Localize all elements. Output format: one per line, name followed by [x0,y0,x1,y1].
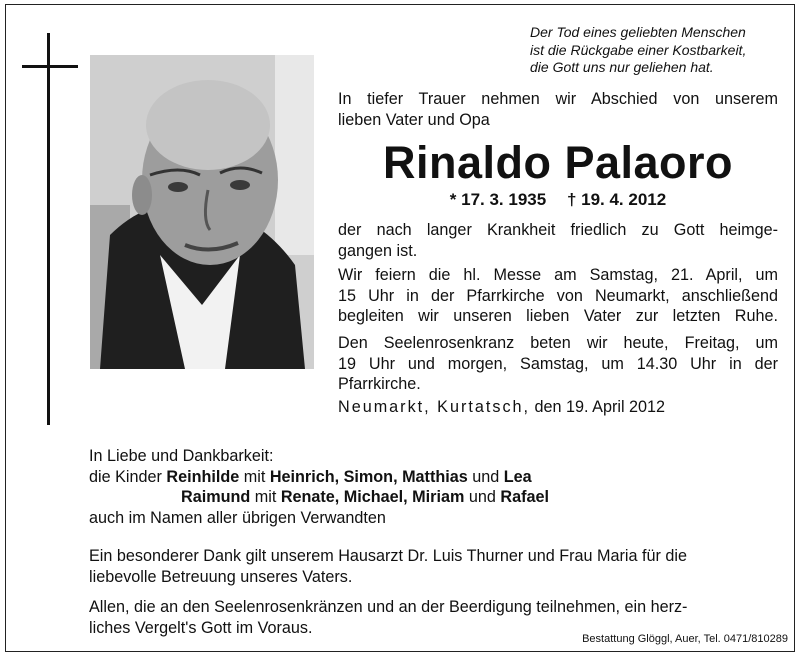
closing-section [89,597,779,638]
thanks-section [89,546,779,587]
paragraph-line: Den Seelenrosenkranz beten wir heute, Freitag, um [338,334,778,352]
partner-names: Heinrich, Simon, Matthias [269,467,468,486]
family-children-line-2 [89,487,779,508]
kids-prefix: die Kinder [89,467,162,486]
life-dates [338,190,778,210]
paragraph-line: 19 Uhr und morgen, Samstag, um 14.30 Uhr in der [338,354,778,373]
deceased-name: Rinaldo Palaoro [382,137,734,188]
intro-text [338,89,778,130]
paragraph-line: begleiten wir unseren lieben Vater zur letzten Ruhe. [338,307,778,325]
connector-text: mit [254,488,277,506]
thanks-line: Ein besonderer Dank gilt unserem Hausarzt Dr. Luis Thurner und Frau Maria für die [89,547,688,565]
notice-date: den 19. April 2012 [534,398,666,416]
paragraph-line: gangen ist. [338,241,418,260]
memorial-quote [530,24,780,77]
connector-text: und [472,467,500,486]
child-name: Reinhilde [166,467,240,486]
paragraph-rosary [338,333,778,395]
family-section [89,446,779,528]
paragraph-line: der nach langer Krankheit friedlich zu Gott heimge- [338,221,778,239]
thanks-line: liebevolle Betreuung unseres Vaters. [89,567,353,586]
paragraph-line: Pfarrkirche. [338,375,421,393]
family-intro: In Liebe und Dankbarkeit: [89,447,274,465]
birth-date: * 17. 3. 1935 [449,190,547,209]
closing-line: liches Vergelt's Gott im Voraus. [89,618,313,637]
portrait-photo [90,55,314,369]
family-children-line-1 [89,467,779,488]
place-towns: Neumarkt, Kurtatsch, [338,398,531,416]
intro-line: In tiefer Trauer nehmen wir Abschied von unserem [338,90,778,108]
connector-text: und [468,488,496,506]
death-date: † 19. 4. 2012 [566,190,667,209]
paragraph-passing [338,220,778,261]
paragraph-mass [338,265,778,327]
intro-line: lieben Vater und Opa [338,110,490,129]
quote-line: Der Tod eines geliebten Menschen [530,24,746,40]
quote-line: ist die Rückgabe einer Kostbarkeit, [530,41,747,58]
paragraph-line: 15 Uhr in der Pfarrkirche von Neumarkt, anschließend [338,286,778,305]
child-name: Raimund [181,488,251,506]
connector-text: mit [243,467,266,486]
partner-name: Lea [503,467,532,486]
partner-names: Renate, Michael, Miriam [280,488,465,506]
funeral-home-credit: Bestattung Glöggl, Auer, Tel. 0471/810289 [582,633,788,645]
cross-icon [47,33,50,425]
partner-name: Rafael [500,488,549,506]
place-date [338,398,665,417]
closing-line: Allen, die an den Seelenrosenkränzen und an der Beerdigung teilnehmen, ein herz- [89,598,688,616]
cross-icon-bar [22,65,78,68]
paragraph-line: Wir feiern die hl. Messe am Samstag, 21. April, um [338,266,778,284]
quote-line: die Gott uns nur geliehen hat. [530,59,714,75]
family-others: auch im Namen aller übrigen Verwandten [89,508,386,527]
